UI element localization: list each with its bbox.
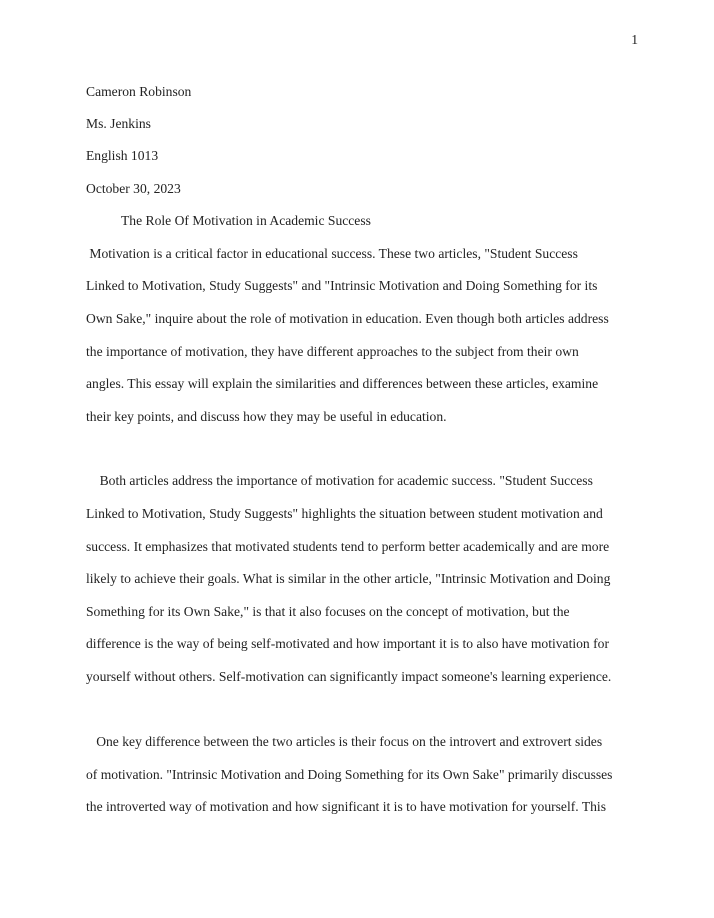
paragraph-line: angles. This essay will explain the similarities and differences between these articles, examine: [86, 376, 599, 391]
paragraph-line: their key points, and discuss how they may be useful in education.: [86, 409, 447, 424]
paragraph-line: difference is the way of being self-motivated and how important it is to also have motivation for: [86, 636, 609, 651]
paragraph-line: Own Sake," inquire about the role of motivation in education. Even though both articles address: [86, 311, 609, 326]
paragraph-line: likely to achieve their goals. What is similar in the other article, "Intrinsic Motivation and Doing: [86, 571, 611, 586]
paragraph-line: Motivation is a critical factor in educational success. These two articles, "Student Success: [86, 246, 578, 261]
paragraph-line: the importance of motivation, they have different approaches to the subject from their own: [86, 344, 579, 359]
date: October 30, 2023: [86, 181, 181, 196]
instructor-name: Ms. Jenkins: [86, 116, 151, 131]
page-number: 1: [631, 32, 638, 47]
paragraph-line: One key difference between the two articles is their focus on the introvert and extrovert sides: [86, 734, 603, 749]
course-name: English 1013: [86, 148, 159, 163]
essay-title: The Role Of Motivation in Academic Success: [121, 213, 371, 228]
paragraph-line: Something for its Own Sake," is that it also focuses on the concept of motivation, but the: [86, 604, 570, 619]
paragraph-line: of motivation. "Intrinsic Motivation and Doing Something for its Own Sake" primarily discusses: [86, 767, 613, 782]
paragraph-line: success. It emphasizes that motivated students tend to perform better academically and are more: [86, 539, 610, 554]
paragraph-line: Linked to Motivation, Study Suggests" highlights the situation between student motivation and: [86, 506, 603, 521]
paragraph-line: the introverted way of motivation and how significant it is to have motivation for yourself. This: [86, 799, 606, 814]
paragraph-line: yourself without others. Self-motivation can significantly impact someone's learning experience.: [86, 669, 612, 684]
author-name: Cameron Robinson: [86, 84, 192, 99]
paragraph-line: Linked to Motivation, Study Suggests" and "Intrinsic Motivation and Doing Something for its: [86, 278, 598, 293]
paragraph-line: Both articles address the importance of motivation for academic success. "Student Success: [86, 473, 593, 488]
